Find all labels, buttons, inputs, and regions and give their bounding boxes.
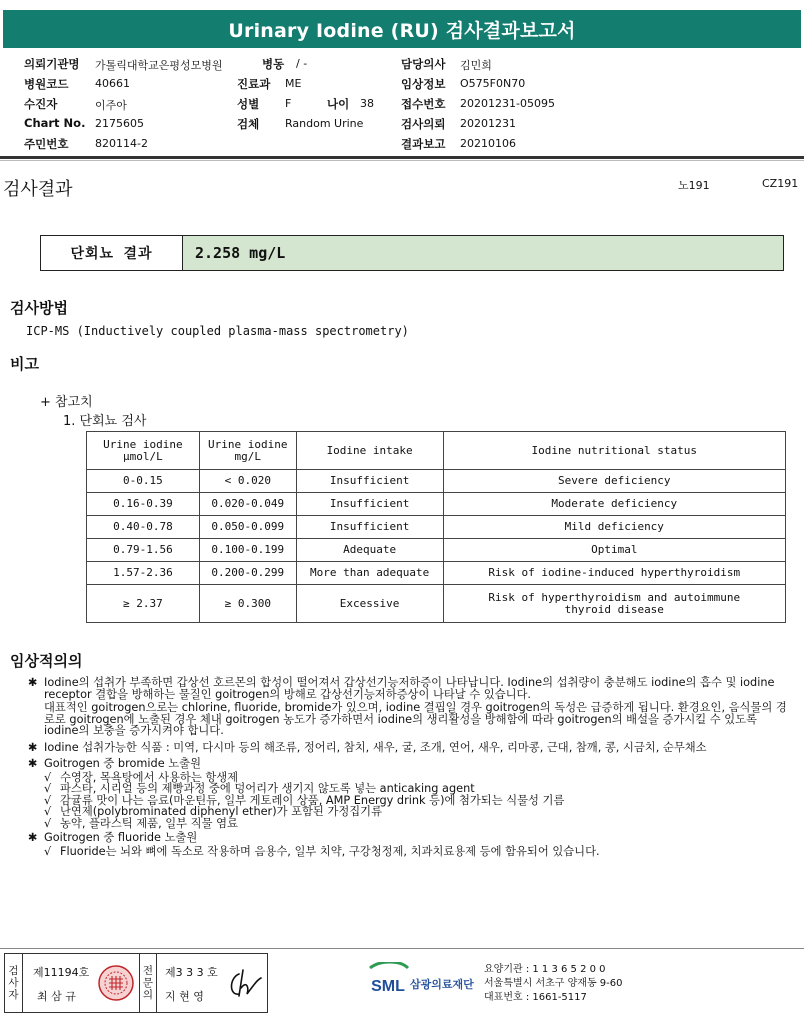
test-code-b: CZ191 — [762, 177, 799, 190]
clinical-bullet — [14, 742, 790, 754]
check-item — [14, 818, 790, 830]
supervisor-license: 제3 3 3 호 — [165, 966, 218, 979]
org-address: 서울특별시 서초구 양재동 9-60 — [484, 978, 623, 989]
cell-intake: Insufficient — [296, 493, 443, 516]
table-row — [87, 585, 786, 623]
cell-mg: < 0.020 — [199, 470, 296, 493]
footer-divider — [0, 948, 804, 949]
header-intake — [296, 432, 443, 470]
sex-label: 성별 — [237, 97, 260, 111]
check-mark: √ — [44, 793, 52, 807]
clinical-bullet — [14, 677, 790, 700]
cell-mg: 0.200-0.299 — [199, 562, 296, 585]
supervisor-label — [139, 954, 157, 1012]
header-status-text: Iodine nutritional status — [531, 443, 698, 457]
result-value: 2.258 mg/L — [183, 236, 783, 270]
cell-umol: 0-0.15 — [87, 470, 200, 493]
supervisor-label-char: 문 — [142, 977, 154, 989]
receipt-no-label: 접수번호 — [401, 97, 446, 111]
hospital-code-label: 병원코드 — [24, 77, 69, 91]
cell-umol: ≥ 2.37 — [87, 585, 200, 623]
table-row — [87, 562, 786, 585]
examiner-label-char: 검 — [8, 965, 19, 977]
receipt-no-value: 20201231-05095 — [460, 97, 555, 110]
resident-no-value: 820114-2 — [95, 137, 148, 150]
cell-intake: Insufficient — [296, 516, 443, 539]
cell-status — [443, 585, 785, 623]
examiner-label-char: 자 — [8, 989, 19, 1001]
header-divider — [0, 156, 804, 159]
reference-table — [86, 431, 786, 623]
cell-status: Severe deficiency — [443, 470, 785, 493]
patient-info — [0, 52, 804, 156]
examiner-name: 최 삼 규 — [37, 990, 76, 1003]
clinical-bullet — [14, 758, 790, 770]
clinical-paragraph: 대표적인 goitrogen으로는 chlorine, fluoride, bromide가 있으며, iodine 결핍일 경우 goitrogen의 독성은 급증하게 됩니다. 환경요인, 음식물의 경로로 goitrogen에 노출된 경우 체내 goitrogen 농도가 증가하면서 iodine의 생리활성을 방해함에 따라 goitrogen의 배설을 증가시킬 수 있도록 iodine의 보충을 증가시켜야 합니다. — [44, 701, 787, 737]
check-text: 농약, 플라스틱 제품, 일부 직물 염료 — [60, 816, 238, 830]
header-umol — [87, 432, 200, 470]
remarks-heading: 비고 — [10, 355, 39, 373]
signature-icon — [225, 966, 265, 1002]
org-logo — [366, 962, 486, 998]
org-info — [484, 963, 623, 1005]
supervisor-label-char: 의 — [142, 989, 154, 1001]
table-row — [87, 470, 786, 493]
cell-umol: 0.16-0.39 — [87, 493, 200, 516]
chart-no-label: Chart No. — [24, 116, 86, 130]
clinical-heading: 임상적의의 — [10, 652, 83, 670]
org-code: 요양기관 : 1 1 3 6 5 2 0 0 — [484, 964, 606, 975]
table-row — [87, 516, 786, 539]
method-heading: 검사방법 — [10, 299, 68, 317]
header-mg — [199, 432, 296, 470]
cell-status: Optimal — [443, 539, 785, 562]
header-umol-text: Urine iodine μmol/L — [103, 437, 183, 463]
signature-box — [4, 953, 268, 1013]
ward-label: 병동 — [262, 57, 285, 71]
seal-icon — [97, 964, 135, 1002]
cell-mg: 0.100-0.199 — [199, 539, 296, 562]
report-date-value: 20210106 — [460, 137, 516, 150]
header-status — [443, 432, 785, 470]
test-code-a: 노191 — [678, 179, 710, 192]
cell-status: Risk of iodine-induced hyperthyroidism — [443, 562, 785, 585]
report-date-label: 결과보고 — [401, 137, 446, 151]
bullet-text: Goitrogen 중 fluoride 노출원 — [44, 831, 198, 844]
hospital-code-value: 40661 — [95, 77, 130, 90]
check-text: 감귤류 맛이 나는 음료(마운틴듀, 일부 게토레이 상품, AMP Energy drink 등)에 첨가되는 식물성 기름 — [60, 793, 565, 807]
patient-label: 수진자 — [24, 97, 58, 111]
bullet-mark: ✱ — [28, 676, 38, 689]
check-mark: √ — [44, 805, 52, 818]
header-intake-text: Iodine intake — [326, 443, 413, 457]
check-mark: √ — [44, 782, 52, 795]
doctor-label: 담당의사 — [401, 57, 446, 71]
table-row — [87, 539, 786, 562]
result-heading: 검사결과 — [3, 179, 73, 200]
clinical-bullet — [14, 832, 790, 844]
check-text: 파스타, 시리얼 등의 제빵과정 중에 덩어리가 생기지 않도록 넣는 anticaking agent — [60, 782, 475, 795]
cell-intake: Insufficient — [296, 470, 443, 493]
cell-umol: 0.40-0.78 — [87, 516, 200, 539]
check-mark: √ — [44, 816, 52, 830]
cell-mg: ≥ 0.300 — [199, 585, 296, 623]
check-mark: √ — [44, 770, 52, 784]
bullet-mark: ✱ — [28, 757, 38, 770]
department-value: ME — [285, 77, 302, 90]
cell-umol: 1.57-2.36 — [87, 562, 200, 585]
request-date-value: 20201231 — [460, 117, 516, 130]
bullet-mark: ✱ — [28, 831, 38, 844]
cell-mg: 0.050-0.099 — [199, 516, 296, 539]
reference-sub: 1. 단회뇨 검사 — [63, 414, 147, 429]
org-phone: 대표번호 : 1661-5117 — [484, 992, 587, 1003]
examiner-label-char: 사 — [8, 977, 19, 989]
bullet-text: Iodine 섭취가능한 식품 : 미역, 다시마 등의 해조류, 정어리, 참치, 새우, 굴, 조개, 연어, 새우, 리마콩, 근대, 참깨, 콩, 시금치, 순무채소 — [44, 740, 707, 754]
institution-label: 의뢰기관명 — [24, 57, 80, 71]
department-label: 진료과 — [237, 77, 271, 91]
report-title: Urinary Iodine (RU) 검사결과보고서 — [3, 10, 801, 48]
org-name: 삼광의료재단 — [410, 978, 474, 991]
cell-status: Mild deficiency — [443, 516, 785, 539]
sex-value: F — [285, 97, 292, 110]
doctor-value: 김민희 — [460, 59, 492, 72]
check-text: 수영장, 목욕탕에서 사용하는 항생제 — [60, 770, 239, 784]
bullet-text: Iodine의 섭취가 부족하면 갑상선 호르몬의 합성이 떨어져서 갑상선기능저하증이 나타납니다. Iodine의 섭취량이 충분해도 iodine의 흡수 및 iodine receptor 결합을 방해하는 물질인 goitrogen의 방해로 갑상선기능저하증상이 나타날 수 있습니다. — [44, 676, 775, 701]
clinical-info-label: 임상정보 — [401, 77, 446, 91]
check-mark: √ — [44, 844, 52, 858]
cell-intake: More than adequate — [296, 562, 443, 585]
cell-status: Moderate deficiency — [443, 493, 785, 516]
specimen-label: 검체 — [237, 117, 260, 131]
cell-mg: 0.020-0.049 — [199, 493, 296, 516]
result-label: 단회뇨 결과 — [41, 236, 183, 270]
cell-status-text: Risk of hyperthyroidism and autoimmune thyroid disease — [488, 590, 741, 616]
cell-umol: 0.79-1.56 — [87, 539, 200, 562]
cell-intake: Excessive — [296, 585, 443, 623]
age-value: 38 — [360, 97, 374, 110]
method-text: ICP-MS (Inductively coupled plasma-mass spectrometry) — [26, 324, 409, 338]
age-label: 나이 — [327, 97, 350, 111]
table-header-row — [87, 432, 786, 470]
patient-value: 이주아 — [95, 99, 127, 112]
clinical-info-value: O575F0N70 — [460, 77, 526, 90]
chart-no-value: 2175605 — [95, 117, 144, 130]
institution-value: 가톨릭대학교은평성모병원 — [95, 59, 223, 72]
check-text: Fluoride는 뇌와 뼈에 독소로 작용하며 음용수, 일부 치약, 구강청정제, 치과치료용제 등에 함유되어 있습니다. — [60, 844, 600, 858]
bullet-mark: ✱ — [28, 740, 38, 754]
supervisor-name: 지 현 영 — [165, 990, 204, 1003]
result-box — [40, 235, 784, 271]
specimen-value: Random Urine — [285, 117, 364, 130]
reference-label: + 참고치 — [40, 395, 93, 410]
sml-logo-text: SML — [371, 978, 405, 995]
request-date-label: 검사의뢰 — [401, 117, 446, 131]
supervisor-label-char: 전 — [142, 965, 154, 977]
cell-intake: Adequate — [296, 539, 443, 562]
table-row — [87, 493, 786, 516]
clinical-notes — [14, 677, 790, 857]
resident-no-label: 주민번호 — [24, 137, 69, 151]
header-divider-thin — [0, 160, 804, 161]
bullet-text: Goitrogen 중 bromide 노출원 — [44, 757, 201, 770]
check-text: 난연제(polybrominated diphenyl ether)가 포함된 가정집기류 — [60, 805, 383, 818]
header-mg-text: Urine iodine mg/L — [208, 437, 288, 463]
ward-value: / - — [296, 57, 308, 70]
check-item — [14, 846, 790, 858]
sml-logo-icon — [366, 962, 410, 998]
examiner-license: 제11194호 — [33, 966, 90, 979]
examiner-label — [5, 954, 23, 1012]
